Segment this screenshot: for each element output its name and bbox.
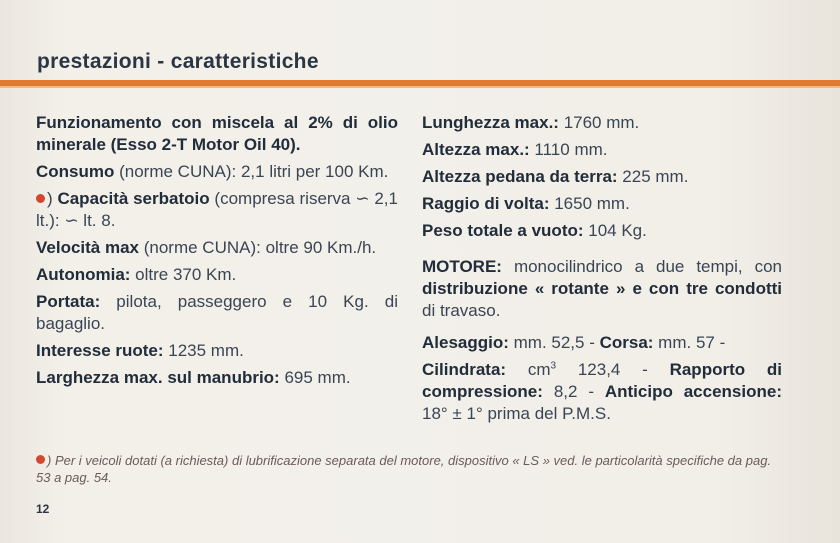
spec-funzionamento: Funzionamento con miscela al 2% di olio minerale (Esso 2-T Motor Oil 40).	[36, 113, 398, 154]
spec-capacita: ) Capacità serbatoio (compresa riserva ∽ 2,1 lt.): ∽ lt. 8.	[36, 189, 398, 230]
left-column	[36, 112, 398, 394]
spec-velocita: Velocità max (norme CUNA): oltre 90 Km./h.	[36, 238, 377, 257]
page-number: 12	[36, 502, 50, 516]
spec-portata: Portata: pilota, passeggero e 10 Kg. di bagaglio.	[36, 292, 398, 333]
spec-pedana: Altezza pedana da terra: 225 mm.	[422, 167, 689, 186]
spec-altezza: Altezza max.: 1110 mm.	[422, 140, 608, 159]
spec-lunghezza: Lunghezza max.: 1760 mm.	[422, 113, 640, 132]
spec-peso: Peso totale a vuoto: 104 Kg.	[422, 221, 647, 240]
bullet-icon	[36, 455, 45, 464]
spec-interesse: Interesse ruote: 1235 mm.	[36, 341, 244, 360]
spec-raggio: Raggio di volta: 1650 mm.	[422, 194, 630, 213]
spec-cilindrata: Cilindrata: $cm^3$ 123,4 - Rapporto di compressione: 8,2 - Anticipo accensione: 18° ± 1° prima del P.M.S.	[422, 360, 782, 423]
spec-alesaggio: Alesaggio: mm. 52,5 - Corsa: mm. 57 -	[422, 333, 726, 352]
spec-motore: MOTORE: monocilindrico a due tempi, con distribuzione « rotante » e con tre condotti di travaso.	[422, 257, 782, 320]
orange-divider-light	[0, 86, 840, 88]
footnote: ) Per i veicoli dotati (a richiesta) di lubrificazione separata del motore, dispositivo « LS » ved. le particolarità specifiche da pag. 53 a pag. 54.	[36, 453, 772, 485]
right-column	[422, 112, 782, 430]
spec-autonomia: Autonomia: oltre 370 Km.	[36, 265, 237, 284]
spec-consumo: Consumo (norme CUNA): 2,1 litri per 100 Km.	[36, 162, 389, 181]
bullet-icon	[36, 194, 45, 203]
spec-larghezza: Larghezza max. sul manubrio: 695 mm.	[36, 368, 351, 387]
page-title: prestazioni - caratteristiche	[37, 50, 319, 73]
